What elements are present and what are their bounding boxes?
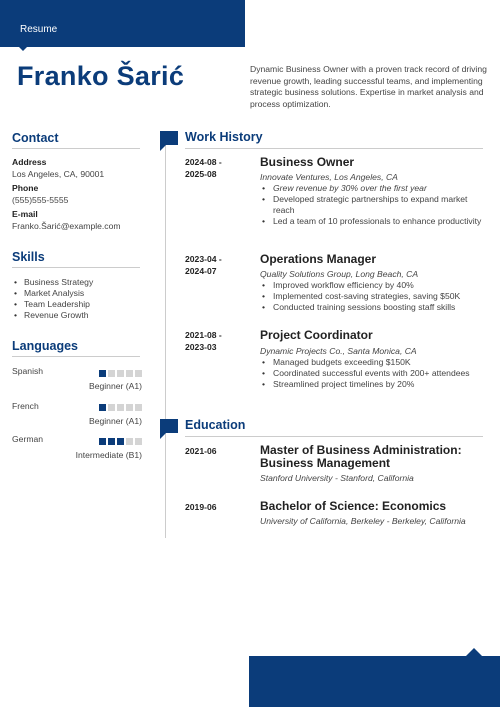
- level-bar-empty: [108, 404, 115, 411]
- footer-band: [249, 656, 500, 707]
- candidate-name: Franko Šarić: [17, 61, 185, 91]
- job-company: Dynamic Projects Co., Santa Monica, CA: [260, 346, 417, 356]
- language-level: Beginner (A1): [88, 381, 142, 391]
- language-name: German: [12, 434, 44, 444]
- address-label: Address: [12, 157, 47, 167]
- work-flag-icon: [160, 131, 178, 145]
- level-bar-empty: [117, 370, 124, 377]
- header-notch: [18, 46, 28, 51]
- level-bar-empty: [126, 404, 133, 411]
- language-level-bars: [99, 404, 142, 411]
- address-block: [12, 157, 104, 179]
- education-degree: Bachelor of Science: Economics: [260, 499, 447, 513]
- address-value: Los Angeles, CA, 90001: [12, 169, 105, 179]
- education-school: Stanford University - Stanford, California: [260, 473, 414, 483]
- skill-item: • Team Leadership: [14, 299, 93, 310]
- job-title: Operations Manager: [260, 252, 377, 266]
- skill-item: • Market Analysis: [14, 288, 93, 299]
- contact-heading: Contact: [12, 131, 59, 145]
- level-bar-empty: [135, 370, 142, 377]
- job-title: Project Coordinator: [260, 328, 373, 342]
- skills-heading: Skills: [12, 250, 45, 264]
- education-divider: [185, 436, 483, 437]
- job-bullet: • Developed strategic partnerships to expand market reach: [262, 194, 487, 216]
- education-degree: Master of Business Administration: Business Management: [260, 443, 462, 470]
- skill-item: • Business Strategy: [14, 277, 93, 288]
- column-divider: [165, 142, 166, 538]
- level-bar-empty: [126, 438, 133, 445]
- education-year: 2021-06: [185, 446, 217, 456]
- resume-tab-label: Resume: [20, 24, 58, 35]
- level-bar-filled: [117, 438, 124, 445]
- phone-label: Phone: [12, 183, 39, 193]
- language-name: French: [12, 401, 39, 411]
- job-bullet: • Streamlined project timelines by 20%: [262, 379, 487, 390]
- job-dates: 2021-08 - 2023-03: [185, 330, 222, 352]
- phone-block: [12, 183, 68, 205]
- job-company: Quality Solutions Group, Long Beach, CA: [260, 269, 419, 279]
- work-history-heading: Work History: [185, 130, 263, 144]
- job-company: Innovate Ventures, Los Angeles, CA: [260, 172, 398, 182]
- job-bullet: • Improved workflow efficiency by 40%: [262, 280, 487, 291]
- job-bullet: • Coordinated successful events with 200+ attendees: [262, 368, 487, 379]
- language-level-bars: [99, 370, 142, 377]
- education-school: University of California, Berkeley - Berkeley, California: [260, 516, 466, 526]
- job-bullet: • Managed budgets exceeding $150K: [262, 357, 487, 368]
- language-level: Intermediate (B1): [75, 450, 142, 460]
- language-name: Spanish: [12, 366, 44, 376]
- header-band: [0, 0, 245, 47]
- level-bar-empty: [135, 404, 142, 411]
- level-bar-empty: [126, 370, 133, 377]
- level-bar-filled: [99, 404, 106, 411]
- phone-value: (555)555-5555: [12, 195, 69, 205]
- job-bullets: [262, 280, 487, 313]
- contact-divider: [12, 148, 140, 149]
- work-history-divider: [185, 148, 483, 149]
- level-bar-empty: [135, 438, 142, 445]
- skills-divider: [12, 267, 140, 268]
- skills-list: [14, 277, 93, 321]
- email-value[interactable]: Franko.Šarić@example.com: [12, 221, 121, 231]
- job-bullet: • Implemented cost-saving strategies, saving $50K: [262, 291, 487, 302]
- job-title: Business Owner: [260, 155, 355, 169]
- job-bullets: [262, 183, 487, 227]
- languages-heading: Languages: [12, 339, 78, 353]
- level-bar-filled: [99, 438, 106, 445]
- languages-divider: [12, 356, 140, 357]
- job-bullets: [262, 357, 487, 390]
- level-bar-filled: [99, 370, 106, 377]
- job-bullet: • Led a team of 10 professionals to enhance productivity: [262, 216, 487, 227]
- footer-notch: [466, 648, 482, 656]
- language-level-bars: [99, 438, 142, 445]
- education-year: 2019-06: [185, 502, 217, 512]
- email-label: E-mail: [12, 209, 38, 219]
- job-dates: 2024-08 - 2025-08: [185, 157, 222, 179]
- profile-summary: Dynamic Business Owner with a proven track record of driving revenue growth, leading successful teams, and implementing strategic business solutions. Expertise in market analysis and process optimization.: [250, 64, 487, 109]
- level-bar-empty: [117, 404, 124, 411]
- education-flag-icon: [160, 419, 178, 433]
- level-bar-filled: [108, 438, 115, 445]
- email-block: [12, 209, 121, 231]
- skill-item: • Revenue Growth: [14, 310, 93, 321]
- job-dates: 2023-04 - 2024-07: [185, 254, 222, 276]
- language-level: Beginner (A1): [88, 416, 142, 426]
- job-bullet: • Grew revenue by 30% over the first year: [262, 183, 487, 194]
- education-heading: Education: [185, 418, 246, 432]
- job-bullet: • Conducted training sessions boosting staff skills: [262, 302, 487, 313]
- level-bar-empty: [108, 370, 115, 377]
